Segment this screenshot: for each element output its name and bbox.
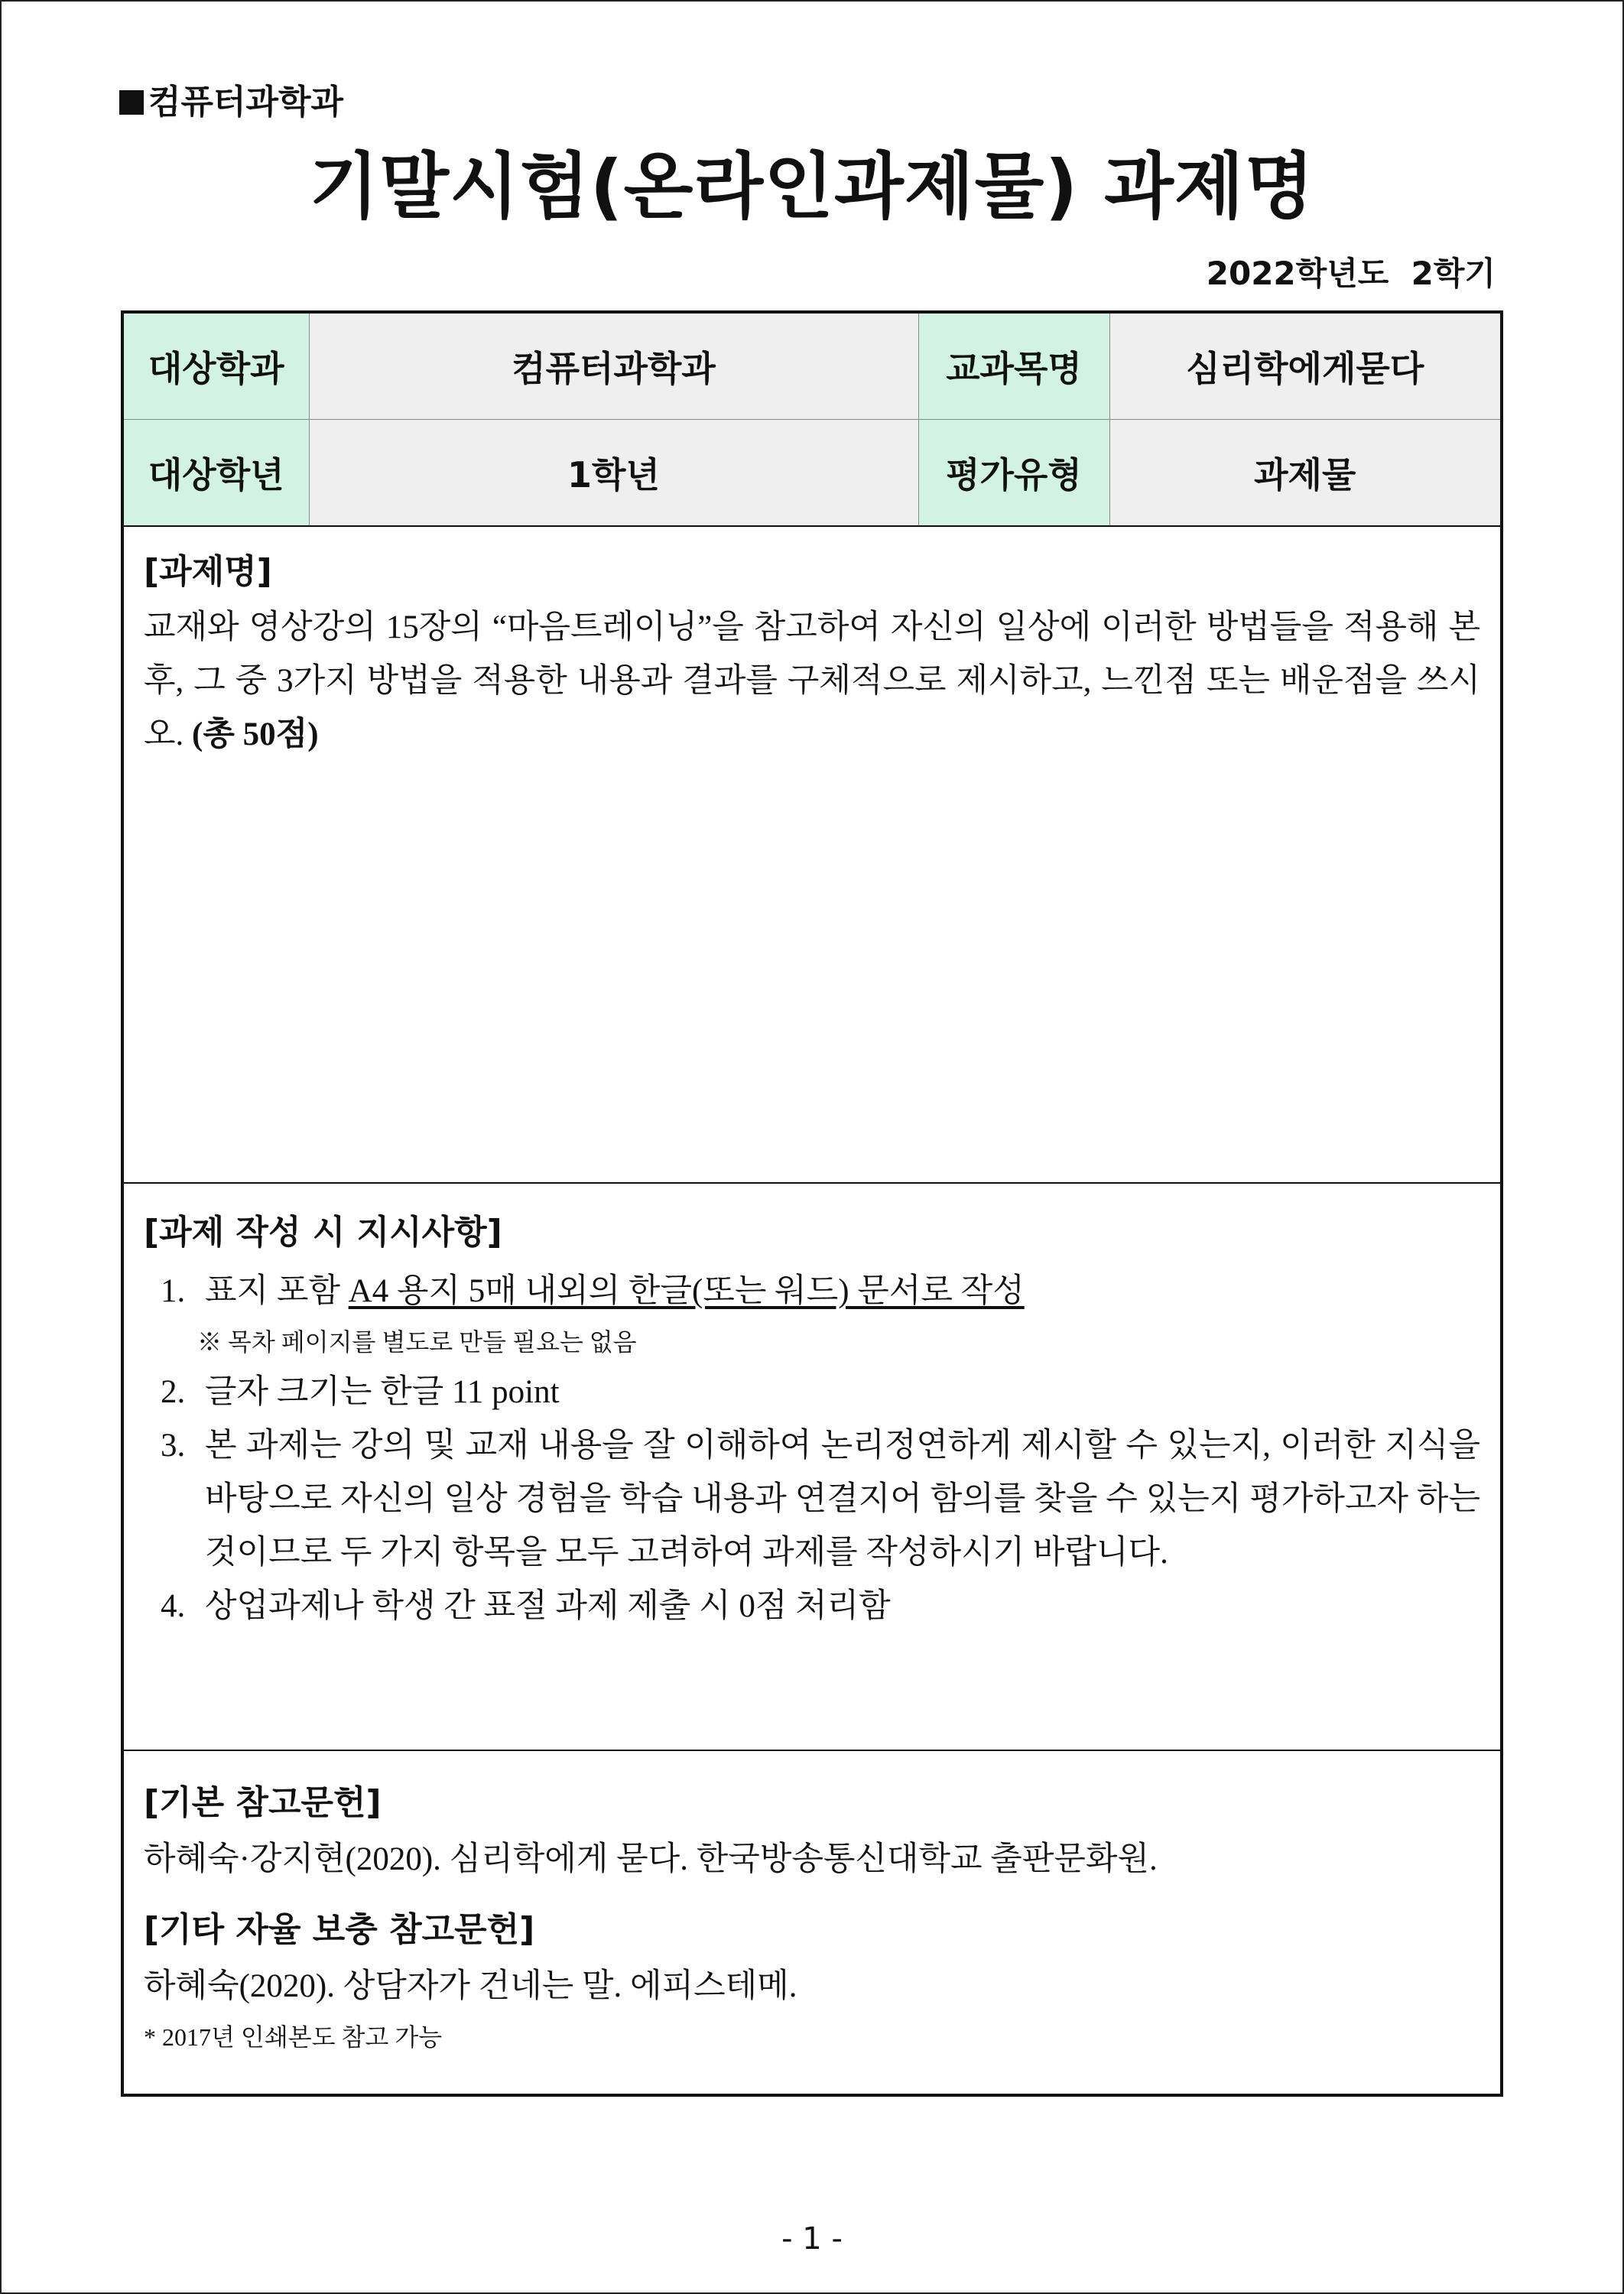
basic-reference: 하혜숙·강지현(2020). 심리학에게 묻다. 한국방송통신대학교 출판문화원. — [144, 1841, 1158, 1877]
department-tag — [119, 80, 343, 125]
task-section — [124, 528, 1500, 1184]
instruction-item — [144, 1265, 1480, 1318]
extra-references-heading: [기타 자율 보충 참고문헌] — [144, 1910, 535, 1949]
year-value: 1학년 — [309, 420, 918, 527]
instructions-heading: [과제 작성 시 지시사항] — [144, 1213, 502, 1252]
semester: 2022학년도 2학기 — [1206, 255, 1496, 292]
info-row — [124, 420, 1500, 527]
page-number: - 1 - — [781, 2221, 843, 2257]
course-label: 교과목명 — [918, 314, 1109, 420]
assignment-form — [121, 310, 1503, 2097]
instruction-text: 상업과제나 학생 간 표절 과제 제출 시 0점 처리함 — [205, 1588, 891, 1624]
course-value: 심리학에게묻다 — [1109, 314, 1500, 420]
dept-label: 대상학과 — [124, 314, 309, 420]
instruction-text: 글자 크기는 한글 11 point — [205, 1374, 560, 1410]
basic-references-heading: [기본 참고문헌] — [144, 1783, 382, 1822]
extra-reference: 하혜숙(2020). 상담자가 건네는 말. 에피스테메. — [144, 1968, 797, 2004]
task-points: (총 50점) — [192, 716, 319, 752]
task-description — [144, 601, 1480, 762]
instruction-number: 1. — [161, 1273, 186, 1309]
instruction-item — [144, 1419, 1480, 1580]
dept-value: 컴퓨터과학과 — [309, 314, 918, 420]
task-body-text: 교재와 영상강의 15장의 “마음트레이닝”을 참고하여 자신의 일상에 이러한 방법들을 적용해 본 후, 그 중 3가지 방법을 적용한 내용과 결과를 구체적으로 제시하고, 느낀점 또는 배운점을 쓰시오. — [144, 609, 1480, 752]
instruction-number: 3. — [161, 1428, 186, 1464]
reference-footnote: * 2017년 인쇄본도 참고 가능 — [144, 2023, 443, 2051]
eval-value: 과제물 — [1109, 420, 1500, 527]
department-tag-text: 컴퓨터과학과 — [148, 83, 344, 122]
instruction-number: 4. — [161, 1588, 186, 1624]
info-row — [124, 314, 1500, 420]
instructions-section — [124, 1185, 1500, 1751]
task-heading: [과제명] — [144, 552, 272, 591]
document-title: 기말시험(온라인과제물) 과제명 — [309, 145, 1315, 229]
instruction-text: 본 과제는 강의 및 교재 내용을 잘 이해하여 논리정연하게 제시할 수 있는지, 이러한 지식을 바탕으로 자신의 일상 경험을 학습 내용과 연결지어 함의를 찾을 수 있는지 평가하고자 하는 것이므로 두 가지 항목을 모두 고려하여 과제를 작성하시기 바랍니다. — [205, 1428, 1480, 1571]
year-label: 대상학년 — [124, 420, 309, 527]
instruction-number: 2. — [161, 1374, 186, 1410]
info-table — [124, 314, 1500, 527]
instruction-underlined-text: A4 용지 5매 내외의 한글(또는 워드) 문서로 작성 — [348, 1273, 1025, 1309]
instruction-note: ※ 목차 페이지를 별도로 만들 필요는 없음 — [197, 1328, 637, 1356]
instruction-item — [144, 1366, 1480, 1419]
instruction-text: 표지 포함 — [205, 1273, 349, 1309]
instructions-list — [144, 1265, 1500, 1633]
references-section — [124, 1753, 1500, 2094]
eval-label: 평가유형 — [918, 420, 1109, 527]
square-bullet-icon — [119, 90, 144, 115]
instruction-item — [144, 1580, 1480, 1633]
